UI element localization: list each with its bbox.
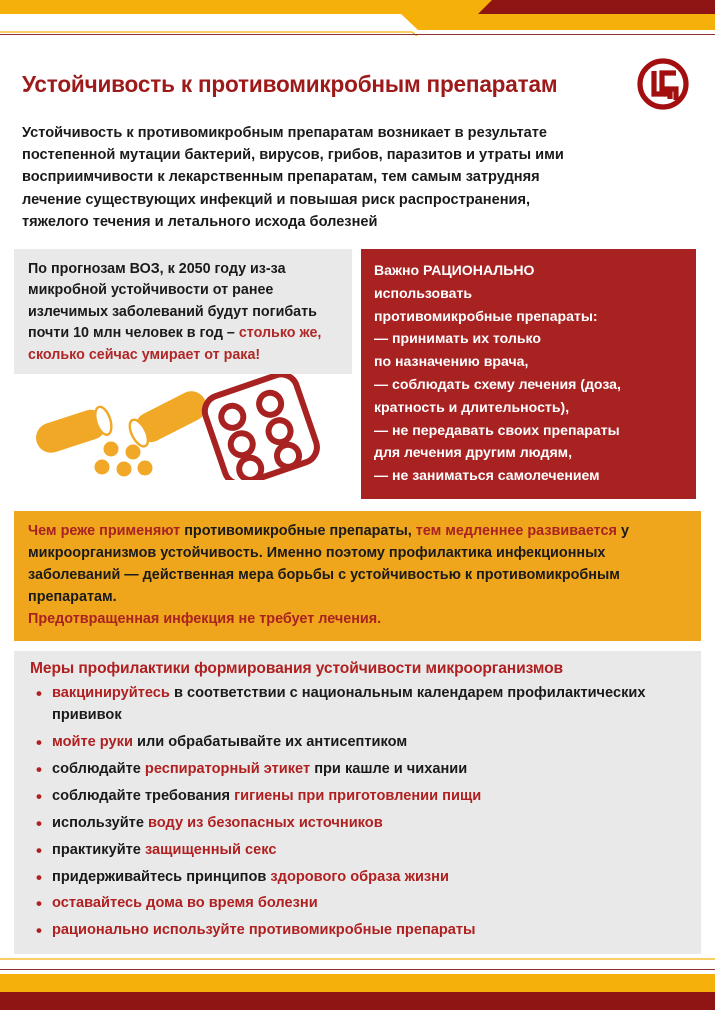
list-item — [30, 759, 685, 781]
rational-line-7: кратность и длительность), — [374, 398, 570, 415]
logo-svg — [637, 58, 689, 110]
list-item-black: придерживайтесь принципов — [52, 868, 271, 885]
intro-line-3: восприимчивости к лекарственным препаратам, тем самым затрудняя — [22, 169, 540, 186]
rational-line-3: противомикробные препараты: — [374, 307, 598, 324]
list-item-lead: вакцинируйтесь — [52, 685, 170, 702]
capsules-and-pill-blister-illustration — [14, 374, 352, 480]
bottom-decoration-svg — [0, 954, 715, 1014]
rational-use-box — [361, 249, 696, 499]
orange-segment-1: Чем реже применяют — [28, 523, 181, 540]
list-item — [30, 920, 685, 942]
list-item — [30, 813, 685, 835]
stats-and-guidance-row — [14, 249, 701, 499]
who-forecast-box — [14, 249, 352, 374]
bottom-decoration-banner — [0, 954, 715, 1014]
prevention-measures-box — [14, 651, 701, 954]
rational-line-1: Важно РАЦИОНАЛЬНО — [374, 261, 535, 278]
top-decoration-banner — [0, 0, 715, 50]
rational-line-6: — соблюдать схему лечения (доза, — [374, 376, 621, 392]
list-item-highlight: здорового образа жизни — [270, 868, 449, 885]
capsule-open-left-icon — [32, 404, 115, 456]
orange-segment-4: у микроорганизмов устойчивость. Именно поэтому профилактика инфекционных заболеваний — действенная мера борьбы с устойчивостью к противомикробным препаратам. — [28, 523, 629, 606]
top-decoration-svg — [0, 0, 715, 50]
deco-bottom-base — [0, 1010, 715, 1014]
who-forecast-black-text: По прогнозам ВОЗ, к 2050 году из-за микробной устойчивости от ранее излечимых заболеваний будут погибать почти 10 млн человек в год – — [28, 260, 317, 342]
orange-segment-3: тем медленнее развивается — [411, 523, 617, 540]
deco-white-left — [0, 14, 401, 31]
prevention-rationale-box — [14, 511, 701, 641]
list-item-highlight: воду из безопасных источников — [148, 814, 383, 831]
list-item — [30, 786, 685, 808]
list-item-highlight: респираторный этикет — [144, 760, 311, 777]
list-item-lead: оставайтесь дома во время болезни — [52, 895, 318, 912]
list-item-black: соблюдайте требования — [52, 787, 235, 804]
list-item-lead: мойте руки — [52, 734, 133, 751]
list-item — [30, 732, 685, 754]
poster-body — [0, 50, 715, 956]
list-item — [30, 867, 685, 889]
title-row — [0, 50, 715, 110]
prevention-list — [30, 683, 685, 942]
rational-line-2: использовать — [374, 284, 473, 301]
left-column — [14, 249, 352, 480]
list-item-black: соблюдайте — [52, 760, 145, 777]
rational-line-5: по назначению врача, — [374, 353, 529, 370]
who-forecast-red-text: столько же, сколько сейчас умирает от рака! — [28, 325, 322, 363]
list-item-highlight: защищенный секс — [144, 841, 277, 858]
list-item-lead: рационально используйте противомикробные препараты — [52, 922, 476, 939]
intro-line-4: лечение существующих инфекций и повышая риск распространения, — [22, 191, 531, 208]
intro-line-5: тяжелого течения и летального исхода болезней — [22, 213, 378, 230]
deco-bottom-darkred-wedge — [0, 992, 715, 1010]
list-item — [30, 683, 685, 727]
list-item-black: практикуйте — [52, 841, 145, 858]
rational-line-8: — не передавать своих препараты — [374, 421, 620, 438]
rational-line-10: — не заниматься самолечением — [374, 467, 600, 484]
list-item-black-tail: при кашле и чихании — [310, 760, 468, 777]
list-item-highlight: гигиены при приготовлении пищи — [234, 787, 482, 804]
prevention-heading: Меры профилактики формирования устойчивости микроорганизмов — [30, 660, 563, 678]
capsule-open-right-icon — [126, 386, 212, 450]
pill-blister-pack-icon — [201, 374, 322, 480]
list-item-black: в соответствии с национальным календарем профилактических прививок — [52, 685, 646, 724]
orange-segment-5: Предотвращенная инфекция не требует лечения. — [28, 611, 382, 628]
page-title: Устойчивость к противомикробным препаратам — [22, 70, 558, 97]
list-item — [30, 893, 685, 915]
intro-paragraph — [22, 122, 693, 233]
deco-white-base — [0, 36, 715, 50]
intro-line-1: Устойчивость к противомикробным препаратам возникает в результате — [22, 125, 548, 141]
cgie-circular-monogram-logo — [637, 58, 689, 110]
rational-line-4: — принимать их только — [374, 330, 542, 347]
orange-segment-2: противомикробные препараты, — [180, 523, 412, 540]
list-item-black: используйте — [52, 814, 148, 831]
rational-line-9: для лечения другим людям, — [374, 444, 573, 461]
deco-darkred-top-wedge — [478, 0, 715, 14]
list-item — [30, 840, 685, 862]
intro-line-2: постепенной мутации бактерий, вирусов, грибов, паразитов и утраты ими — [22, 147, 564, 164]
deco-gold-step — [401, 14, 715, 30]
list-item-black: или обрабатывайте их антисептиком — [132, 734, 408, 751]
illustration-svg — [14, 374, 352, 480]
